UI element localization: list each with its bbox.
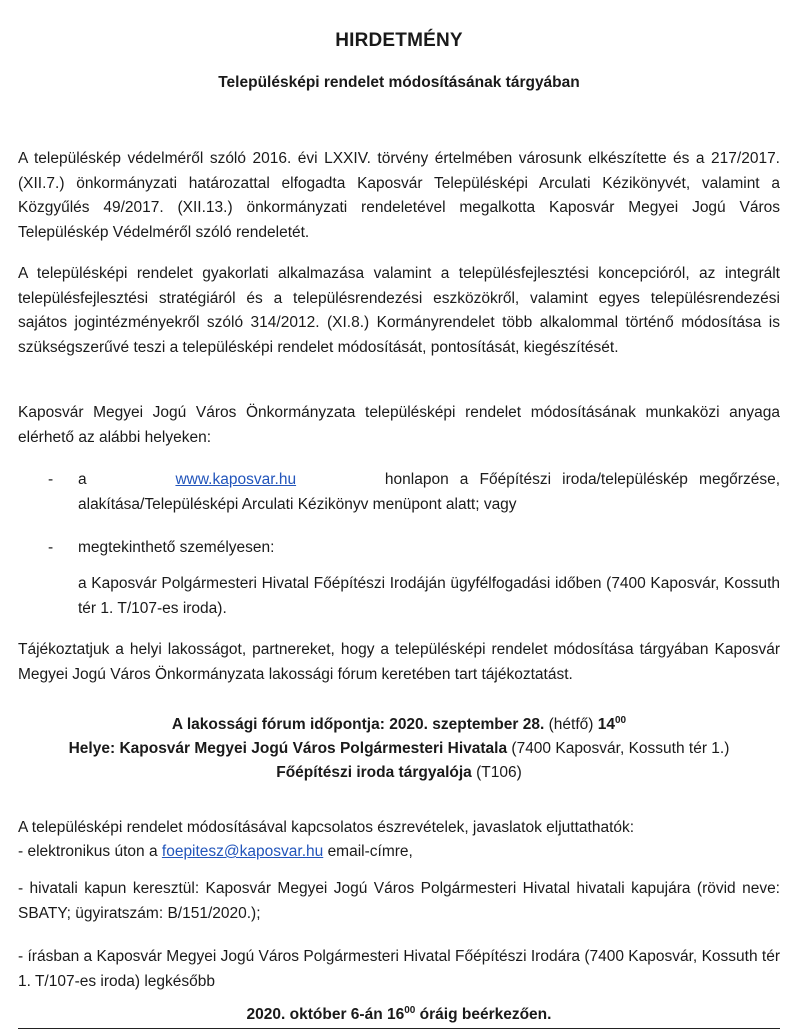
comments-intro: A településképi rendelet módosításával kapcsolatos észrevételek, javaslatok eljuttathatók: [18, 819, 635, 836]
email-link[interactable]: foepitesz@kaposvar.hu [161, 843, 324, 860]
page-subtitle: Településképi rendelet módosításának tárgyában [218, 74, 580, 91]
paragraph-information: Tájékoztatjuk a helyi lakosságot, partnereket, hogy a településképi rendelet módosítása tárgyában Kaposvár Megyei Jogú Város Önkormányzata lakossági fórum keretében tart tájékoztatást. [18, 641, 780, 683]
paragraph-rationale: A településképi rendelet gyakorlati alkalmazása valamint a településfejlesztési koncepcióról, az integrált településfejlesztési stratégiáról és a településrendezési eszközökről, valamint egyes településrendezési sajátos jogintézményekről szóló 314/2012. (XI.8.) Kormányrendelet több alkalommal történő módosítása is szükségszerűvé teszi a településképi rendelet módosítását, pontosítását, kiegészítését. [18, 265, 780, 356]
forum-room-code: (T106) [476, 764, 522, 781]
paragraph-intro: A településkép védelméről szóló 2016. évi LXXIV. törvény értelmében városunk elkészítette és a 217/2017. (XII.7.) önkormányzati határozattal elfogadta Kaposvár Településképi Arculati Kézikönyvét, valamint a Közgyűlés 49/2017. (XII.13.) önkormányzati rendeletével megalkotta Kaposvár Megyei Jogú Város Településkép Védelméről szóló rendeletét. [18, 150, 780, 241]
forum-place [18, 737, 780, 762]
bottom-divider [18, 1028, 780, 1029]
paragraph-availability: Kaposvár Megyei Jogú Város Önkormányzata településképi rendelet módosításának munkaközi anyaga elérhető az alábbi helyeken: [18, 404, 780, 446]
bullet-dash: - [48, 539, 54, 556]
forum-hour: 14 [597, 716, 615, 733]
comment-channel-email [18, 840, 780, 865]
page-title: HIRDETMÉNY [335, 30, 463, 51]
forum-day: (hétfő) [548, 716, 594, 733]
forum-place-label: Helye: Kaposvár Megyei Jogú Város Polgármesteri Hivatala [68, 740, 508, 757]
deadline-minutes: 00 [404, 1005, 416, 1016]
forum-minutes: 00 [614, 715, 627, 726]
in-person-detail-text: a Kaposvár Polgármesteri Hivatal Főépítészi Irodáján ügyfélfogadási időben (7400 Kaposvár, Kossuth tér 1. T/107-es iroda). [78, 575, 780, 617]
list-item-text [78, 468, 780, 517]
forum-date-label: A lakossági fórum időpontja: 2020. szeptember 28. [171, 716, 545, 733]
bullet-dash: - [48, 471, 54, 488]
deadline-suffix: óráig beérkezően. [419, 1006, 552, 1023]
list-item-rest: honlapon a Főépítészi iroda/településkép megőrzése, alakítása/Településképi Arculati Kézikönyv menüpont alatt; vagy [78, 471, 781, 513]
comment-channel-gateway: - hivatali kapun keresztül: Kaposvár Megyei Jogú Város Polgármesteri Hivatal hivatali kapujára (rövid neve: SBATY; ügyiratszám: B/151/2020.); [18, 880, 780, 922]
comment-email-suffix: email-címre, [327, 843, 413, 860]
forum-room [18, 761, 780, 786]
deadline [18, 1003, 780, 1028]
forum-place-address: (7400 Kaposvár, Kossuth tér 1.) [511, 740, 730, 757]
list-item-prefix: a [78, 471, 87, 488]
deadline-date: 2020. október 6-án 16 [246, 1006, 405, 1023]
list-item-text: megtekinthető személyesen: [78, 539, 275, 556]
comment-email-prefix: - elektronikus úton a [18, 843, 158, 860]
website-link[interactable]: www.kaposvar.hu [175, 471, 297, 488]
forum-date [18, 713, 780, 738]
forum-room-label: Főépítészi iroda tárgyalója [276, 764, 472, 781]
comment-channel-written: - írásban a Kaposvár Megyei Jogú Város Polgármesteri Hivatal Főépítészi Irodára (7400 Kaposvár, Kossuth tér 1. T/107-es iroda) legkésőbb [18, 948, 780, 990]
